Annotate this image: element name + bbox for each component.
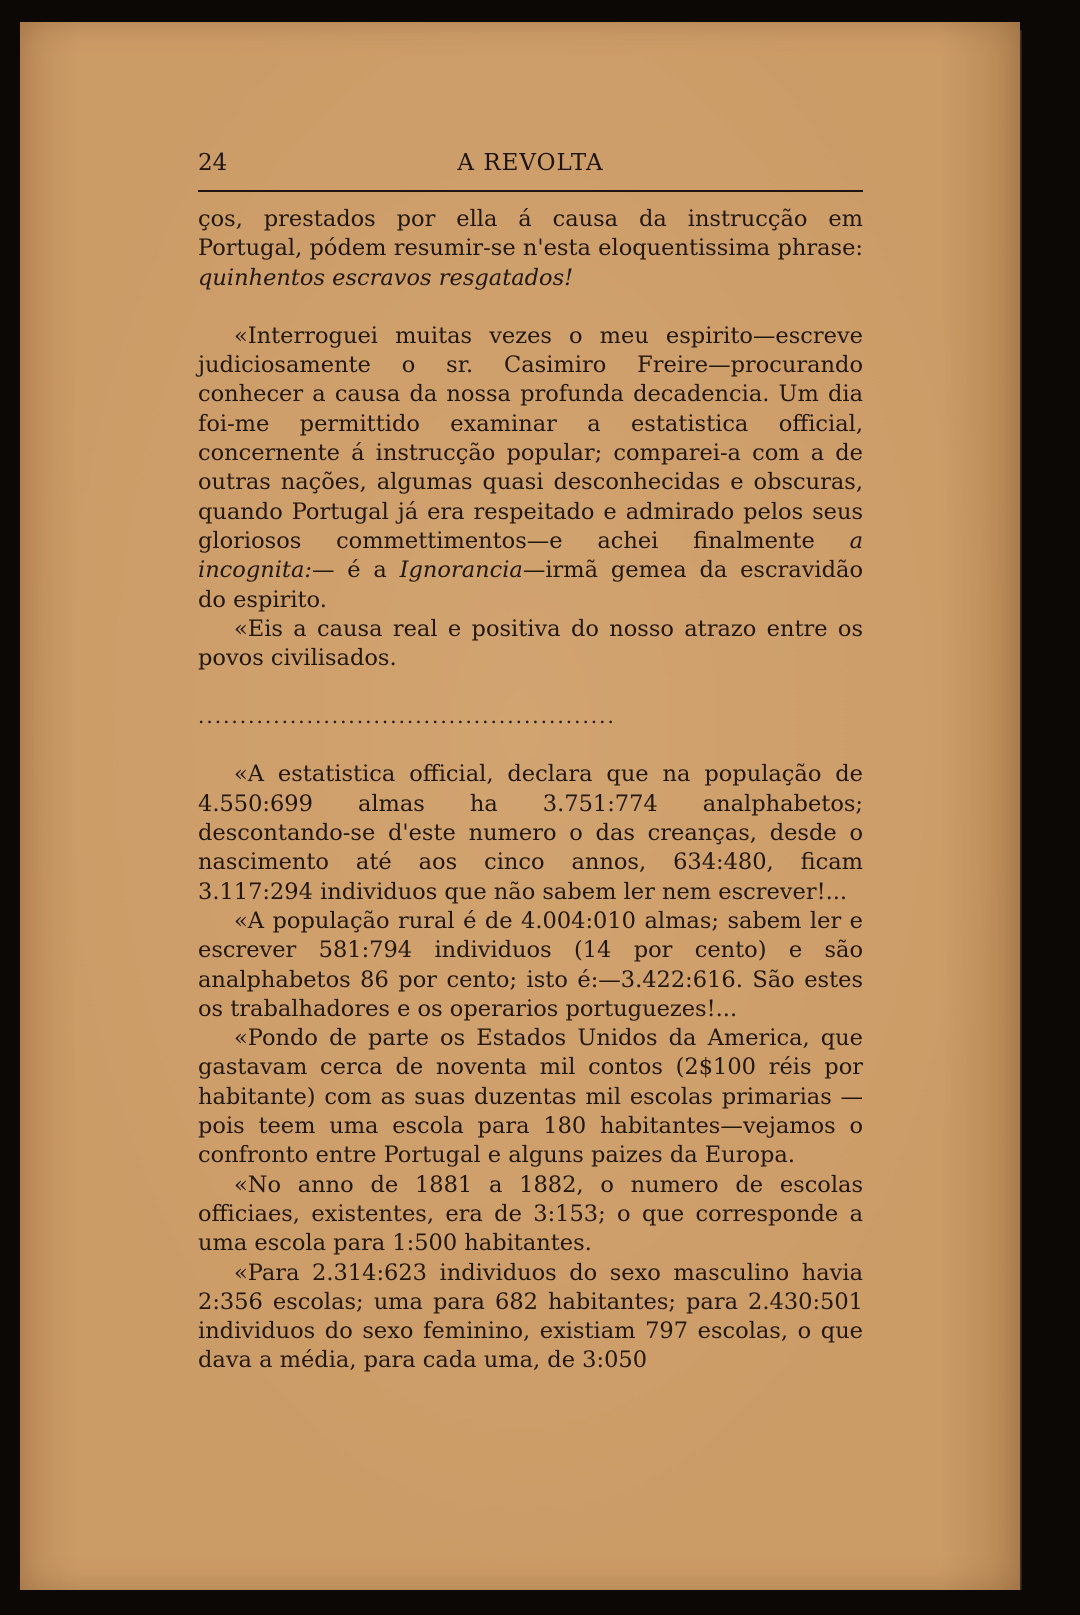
- paragraph-gap: [198, 731, 863, 760]
- ellipsis-separator: ..................................................: [198, 704, 616, 729]
- paragraph-populacao-rural: «A população rural é de 4.004:010 almas; sabem ler e escrever 581:794 individuos (14 por cento) e são analphabetos 86 por cento; isto é:—3.422:616. São estes os trabalhadores e os operarios portuguezes!...: [198, 907, 863, 1022]
- paragraph-escolas-officiaes: «No anno de 1881 a 1882, o numero de escolas officiaes, existentes, era de 3:153; o que corresponde a uma escola para 1:500 habitantes.: [198, 1171, 863, 1257]
- italic-phrase: quinhentos escravos resgatados!: [198, 264, 574, 291]
- running-title: A REVOLTA: [457, 150, 604, 176]
- page-header: [198, 150, 863, 184]
- header-rule: [198, 190, 863, 192]
- italic-term-ignorancia: Ignorancia: [399, 557, 523, 584]
- paragraph-text: «Interroguei muitas vezes o meu espirito—escreve judiciosamente o sr. Casimiro Freire—procurando conhecer a causa da nossa profunda decadencia. Um dia foi-me permittido examinar a estatistica official, concernente á instrucção popular; comparei-a com a de outras nações, algumas quasi desconhecidas e obscuras, quando Portugal já era respeitado e admirado pelos seus gloriosos commettimentos—e achei finalmente: [198, 322, 863, 554]
- paragraph-quote-freire: [198, 322, 863, 615]
- body-text: [198, 205, 863, 1376]
- page-number: 24: [198, 150, 228, 176]
- paragraph-estados-unidos: «Pondo de parte os Estados Unidos da America, que gastavam cerca de noventa mil contos (2$100 réis por habitante) com as suas duzentas mil escolas primarias —pois teem uma escola para 180 habitantes—vejamos o confronto entre Portugal e alguns paizes da Europa.: [198, 1025, 863, 1169]
- italic-term-incognita: a incognita:: [198, 527, 863, 584]
- paragraph-text: ços, prestados por ella á causa da instrucção em Portugal, pódem resumir-se n'esta eloquentissima phrase:: [198, 206, 863, 262]
- paragraph-estatistica: «A estatistica official, declara que na população de 4.550:699 almas ha 3.751:774 analphabetos; descontando-se d'este numero o das creanças, desde o nascimento até aos cinco annos, 634:480, ficam 3.117:294 individuos que não sabem ler nem escrever!...: [198, 761, 863, 905]
- paragraph-continuation: [198, 205, 863, 293]
- paragraph-causa: «Eis a causa real e positiva do nosso atrazo entre os povos civilisados.: [198, 615, 863, 672]
- paragraph-sexo: «Para 2.314:623 individuos do sexo masculino havia 2:356 escolas; uma para 682 habitantes; para 2.430:501 individuos do sexo feminino, existiam 797 escolas, o que dava a média, para cada uma, de 3:050: [198, 1259, 863, 1374]
- paragraph-text: — é a: [311, 557, 400, 584]
- paragraph-gap: [198, 673, 863, 702]
- paragraph-text: —irmã gemea da escravidão do espirito.: [198, 557, 863, 613]
- paragraph-gap: [198, 293, 863, 322]
